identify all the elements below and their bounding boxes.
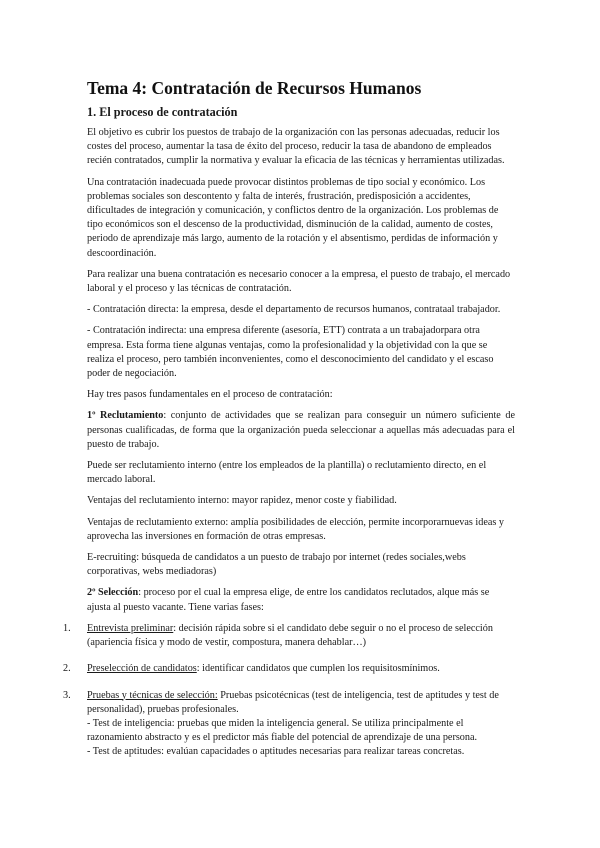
paragraph-internal-advantages: Ventajas del reclutamiento interno: mayor rapidez, menor coste y fiabilidad. — [87, 495, 397, 507]
paragraph-requirements: Para realizar una buena contratación es necesario conocer a la empresa, el puesto de trabajo, el mercado laboral y el proceso y las técnicas de contratación. — [87, 268, 511, 295]
section-heading: 1. El proceso de contratación — [87, 105, 238, 119]
list-item — [63, 622, 515, 650]
aptitude-test-text: - Test de aptitudes: evalúan capacidades o aptitudes necesarias para realizar tareas concretas. — [87, 746, 465, 758]
list-item-label: Entrevista preliminar — [87, 622, 174, 634]
recruitment-label: 1º Reclutamiento — [87, 410, 164, 422]
paragraph-internal-external: Puede ser reclutamiento interno (entre los empleados de la plantilla) o reclutamiento directo, en el mercado laboral. — [87, 460, 487, 486]
list-item — [63, 662, 515, 676]
list-item-text: Pruebas psicotécnicas (test de inteligencia, test de aptitudes y test de personalidad), pruebas profesionales. — [87, 689, 499, 715]
list-number: 3. — [63, 689, 71, 701]
selection-text: : proceso por el cual la empresa elige, de entre los candidatos reclutados, alque más se ajusta al puesto vacante. Tiene varias fases: — [87, 587, 490, 613]
list-item-text: : identificar candidatos que cumplen los requisitosmínimos. — [196, 663, 440, 675]
list-item-label: Preselección de candidatos — [87, 663, 197, 675]
paragraph-external-advantages: Ventajas de reclutamiento externo: amplía posibilidades de elección, permite incorporarnuevas ideas y aprovecha las inversiones en formación de otras empresas. — [87, 516, 504, 542]
selection-label: 2º Selección — [87, 587, 139, 599]
paragraph-direct-hiring: - Contratación directa: la empresa, desde el departamento de recursos humanos, contrataal trabajador. — [87, 304, 501, 316]
selection-phases-list — [63, 622, 515, 760]
paragraph-three-steps: Hay tres pasos fundamentales en el proceso de contratación: — [87, 389, 333, 401]
paragraph-e-recruiting: E-recruiting: búsqueda de candidatos a un puesto de trabajo por internet (redes sociales,webs corporativas, webs mediadoras) — [87, 552, 466, 578]
list-item — [63, 689, 515, 760]
list-number: 2. — [63, 663, 71, 675]
list-item-label: Pruebas y técnicas de selección: — [87, 689, 218, 701]
paragraph-objective: El objetivo es cubrir los puestos de trabajo de la organización con las personas adecuadas, reducir los costes del proceso, aumentar la tasa de éxito del proceso, reducir la tasa de abandono de empleados recién contratados, cumplir la normativa y evaluar la eficacia de las técnicas y herramientas utilizadas. — [87, 127, 505, 167]
intelligence-test-text: - Test de inteligencia: pruebas que miden la inteligencia general. Se utiliza principalmente el razonamiento abstracto y es el predictor más fiable del potencial de aprendizaje de una persona. — [87, 717, 478, 744]
paragraph-indirect-hiring: - Contratación indirecta: una empresa diferente (asesoría, ETT) contrata a un trabajadorpara otra empresa. Esta forma tiene algunas ventajas, como la profesionalidad y la objetividad con la que se realiza el proceso, pero también inconvenientes, como el desconocimiento del candidato y el escaso poder de negociación. — [87, 325, 494, 380]
list-number: 1. — [63, 622, 71, 634]
document-body — [63, 78, 515, 772]
list-item-text: : decisión rápida sobre si el candidato debe seguir o no el proceso de selección (apariencia física y modo de vestir, compostura, manera dehablar…) — [87, 622, 493, 649]
paragraph-recruitment — [87, 409, 515, 452]
recruitment-text: : conjunto de actividades que se realizan para conseguir un número suficiente de personas cualificadas, de forma que la organización pueda seleccionar a aquellas más adecuadas para el puesto de trabajo. — [87, 410, 515, 450]
paragraph-selection — [87, 586, 515, 614]
page-title: Tema 4: Contratación de Recursos Humanos — [87, 78, 422, 98]
paragraph-problems: Una contratación inadecuada puede provocar distintos problemas de tipo social y económico. Los problemas sociales son descontento y falta de interés, frustración, predisposición a accidentes, dificultades de integración y comunicación, y conflictos dentro de la organización. Los problemas de tipo económicos son el descenso de la productividad, disminución de la calidad, aumento de costes, periodo de aprendizaje más largo, aumento de la rotación y el absentismo, perdidas de información y descoordinación. — [87, 176, 499, 259]
